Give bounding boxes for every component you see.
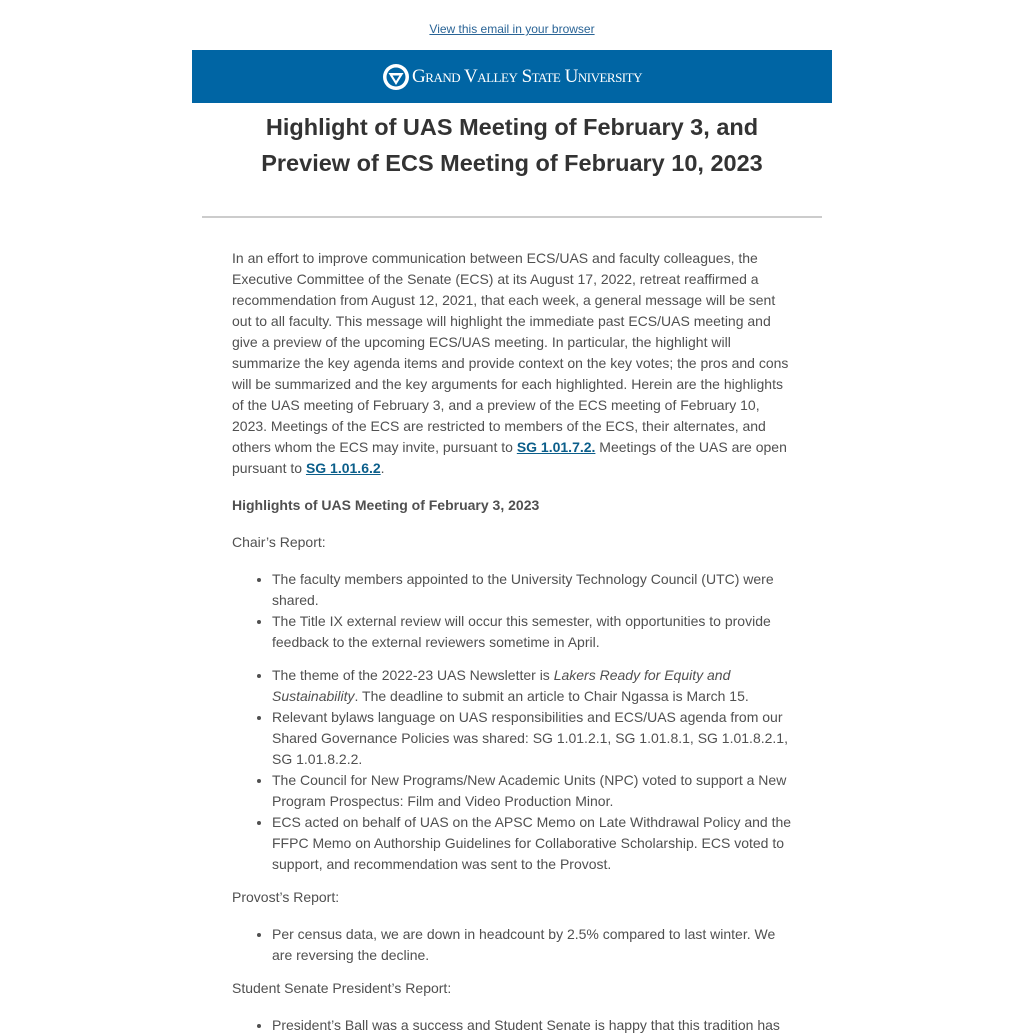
list-item: • President’s Ball was a success and Student Senate is happy that this tradition has xyxy=(272,1015,792,1036)
page-title xyxy=(192,109,832,181)
university-logo[interactable] xyxy=(382,63,642,91)
intro-text: In an effort to improve communication between ECS/UAS and faculty colleagues, the Executive Committee of the Senate (ECS) at its August 17, 2022, retreat reaffirmed a recommendation from August 12, 2021, that each week, a general message will be sent out to all faculty. This message will highlight the immediate past ECS/UAS meeting and give a preview of the upcoming ECS/UAS meeting. In particular, the highlight will summarize the key agenda items and provide context on the key votes; the pros and cons will be summarized and the key arguments for each highlighted. Herein are the highlights of the UAS meeting of February 3, and a preview of the ECS meeting of February 10, 2023. Meetings of the ECS are restricted to members of the ECS, their alternates, and others whom the ECS may invite, pursuant to xyxy=(232,250,789,455)
intro-text-end: . xyxy=(380,460,385,476)
list-item: • Relevant bylaws language on UAS responsibilities and ECS/UAS agenda from our Shared Governance Policies was shared: SG 1.01.2.1, SG 1.01.8.1, SG 1.01.8.2.1, SG 1.01.8.2.2. xyxy=(272,707,792,770)
item-text: The theme of the 2022-23 UAS Newsletter is xyxy=(272,667,554,683)
chairs-report-label: Chair’s Report: xyxy=(232,534,326,550)
title-line-1: Highlight of UAS Meeting of February 3, and xyxy=(265,114,759,140)
highlights-heading: Highlights of UAS Meeting of February 3, 2023 xyxy=(232,497,540,513)
title-line-2: Preview of ECS Meeting of February 10, 2023 xyxy=(261,150,763,176)
preheader xyxy=(0,0,1024,50)
list-item: • The faculty members appointed to the University Technology Council (UTC) were shared. xyxy=(272,569,792,611)
provosts-report-list xyxy=(232,924,792,966)
logo-text: Grand Valley State University xyxy=(412,65,642,87)
list-item: • ECS acted on behalf of UAS on the APSC Memo on Late Withdrawal Policy and the FFPC Memo on Authorship Guidelines for Collaborative Scholarship. ECS voted to support, and recommendation was sent to the Provost. xyxy=(272,812,792,875)
newsletter-theme: Lakers Ready for Equity and Sustainability xyxy=(272,667,731,704)
item-text: . The deadline to submit an article to Chair Ngassa is March 15. xyxy=(354,688,749,704)
student-senate-report-label: Student Senate President’s Report: xyxy=(232,980,452,996)
email-body xyxy=(192,218,832,1036)
list-item xyxy=(272,665,792,707)
chairs-report-list xyxy=(232,569,792,875)
student-senate-report-list xyxy=(232,1015,792,1036)
sg-1-01-6-2-link[interactable]: SG 1.01.6.2 xyxy=(305,460,381,476)
sg-1-01-7-2-link[interactable]: SG 1.01.7.2. xyxy=(516,439,596,455)
list-item: • The Council for New Programs/New Academic Units (NPC) voted to support a New Program Prospectus: Film and Video Production Minor. xyxy=(272,770,792,812)
view-in-browser-link[interactable]: View this email in your browser xyxy=(429,22,595,36)
list-item: • Per census data, we are down in headcount by 2.5% compared to last winter. We are reversing the decline. xyxy=(272,924,792,966)
email-container xyxy=(192,50,832,1036)
provosts-report-label: Provost’s Report: xyxy=(232,889,340,905)
list-item: • The Title IX external review will occur this semester, with opportunities to provide feedback to the external reviewers sometime in April. xyxy=(272,611,792,653)
header-banner xyxy=(192,50,832,103)
intro-text-middle: Meetings of the UAS are open pursuant to xyxy=(232,439,787,476)
gvsu-logo-icon xyxy=(382,63,410,91)
intro-paragraph xyxy=(232,248,792,479)
